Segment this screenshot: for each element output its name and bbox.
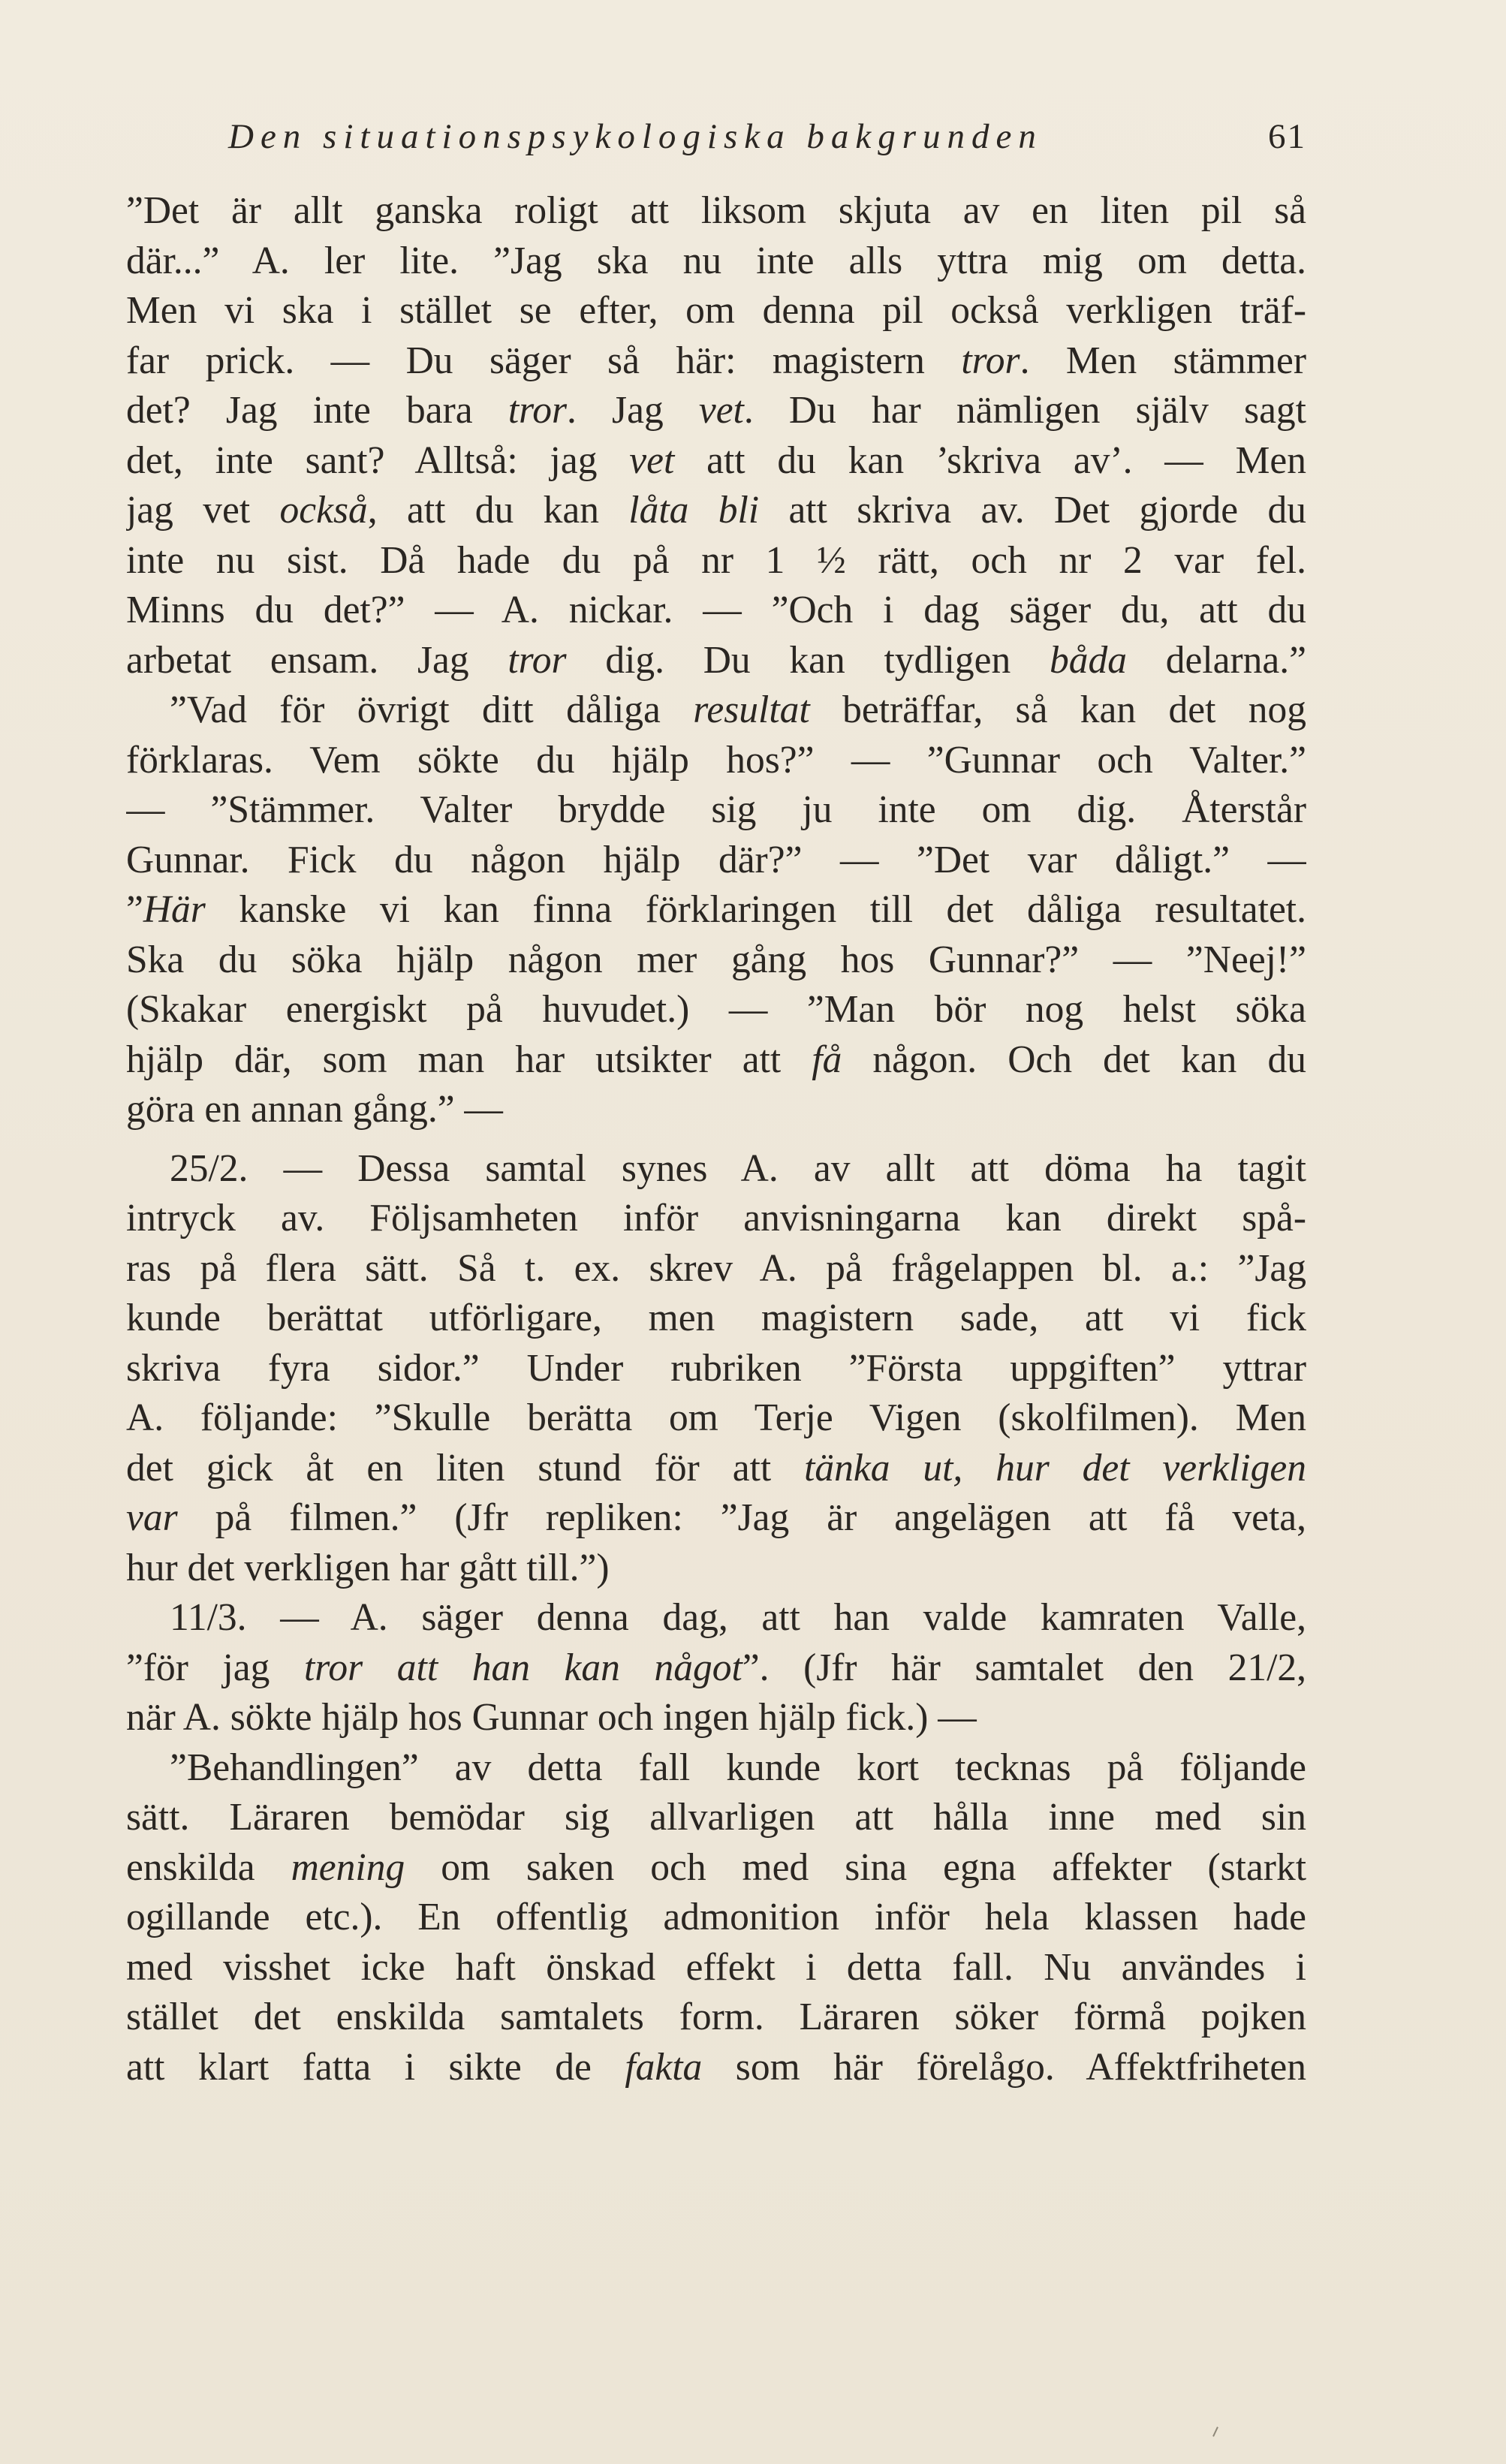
text-line: det, inte sant? Alltså: jag vet att du kan ’skriva av’. — Men xyxy=(126,438,1306,482)
text-line: sätt. Läraren bemödar sig allvarligen att hålla inne med sin xyxy=(126,1796,1306,1839)
text-line: arbetat ensam. Jag tror dig. Du kan tydligen båda delarna.” xyxy=(126,638,1306,682)
text-line: förklaras. Vem sökte du hjälp hos?” — ”Gunnar och Valter.” xyxy=(126,738,1306,782)
text-line: Minns du det?” — A. nickar. — ”Och i dag säger du, att du xyxy=(126,589,1306,631)
text-line: (Skakar energiskt på huvudet.) — ”Man bör nog helst söka xyxy=(126,988,1306,1031)
text-line: ”Behandlingen” av detta fall kunde kort tecknas på följande xyxy=(170,1746,1306,1789)
text-line: inte nu sist. Då hade du på nr 1 ½ rätt, och nr 2 var fel. xyxy=(126,538,1306,582)
text-line: skriva fyra sidor.” Under rubriken ”Första uppgiften” yttrar xyxy=(126,1346,1306,1390)
text-line: 11/3. — A. säger denna dag, att han valde kamraten Valle, xyxy=(170,1596,1306,1639)
text-line: stället det enskilda samtalets form. Läraren söker förmå pojken xyxy=(126,1996,1306,2038)
text-line: far prick. — Du säger så här: magistern tror. Men stämmer xyxy=(126,339,1306,382)
text-line: ras på flera sätt. Så t. ex. skrev A. på frågelappen bl. a.: ”Jag xyxy=(126,1246,1306,1290)
text-line: kunde berättat utförligare, men magistern sade, att vi fick xyxy=(126,1297,1306,1339)
text-line: ”för jag tror att han kan något”. (Jfr här samtalet den 21/2, xyxy=(126,1646,1306,1689)
text-line: jag vet också, att du kan låta bli att skriva av. Det gjorde du xyxy=(126,489,1306,532)
text-line: där...” A. ler lite. ”Jag ska nu inte alls yttra mig om detta. xyxy=(126,239,1306,282)
text-line: Gunnar. Fick du någon hjälp där?” — ”Det var dåligt.” — xyxy=(126,838,1306,881)
text-line: — ”Stämmer. Valter brydde sig ju inte om dig. Återstår xyxy=(126,788,1306,831)
text-line: A. följande: ”Skulle berätta om Terje Vigen (skolfilmen). Men xyxy=(126,1396,1306,1439)
text-line: att klart fatta i sikte de fakta som här förelågo. Affektfriheten xyxy=(126,2045,1306,2089)
text-line: Ska du söka hjälp någon mer gång hos Gunnar?” — ”Neej!” xyxy=(126,938,1306,981)
text-line: det? Jag inte bara tror. Jag vet. Du har nämligen själv sagt xyxy=(126,389,1306,432)
page-number: 61 xyxy=(1268,117,1306,156)
body-text xyxy=(126,186,1306,2092)
stray-mark xyxy=(1212,2426,1218,2437)
text-line: 25/2. — Dessa samtal synes A. av allt att döma ha tagit xyxy=(170,1146,1306,1190)
text-line: det gick åt en liten stund för att tänka ut, hur det verkligen xyxy=(126,1446,1306,1490)
text-line: ”Det är allt ganska roligt att liksom skjuta av en liten pil så xyxy=(126,189,1306,232)
text-line: hur det verkligen har gått till.”) xyxy=(126,1546,610,1589)
text-line: var på filmen.” (Jfr repliken: ”Jag är angelägen att få veta, xyxy=(126,1496,1306,1539)
text-line: när A. sökte hjälp hos Gunnar och ingen hjälp fick.) — xyxy=(126,1696,977,1739)
text-line: ”Här kanske vi kan finna förklaringen till det dåliga resultatet. xyxy=(126,888,1306,931)
text-line: hjälp där, som man har utsikter att få någon. Och det kan du xyxy=(126,1038,1306,1081)
running-head xyxy=(126,107,1306,167)
text-line: göra en annan gång.” — xyxy=(126,1088,503,1131)
text-line: ogillande etc.). En offentlig admonition inför hela klassen hade xyxy=(126,1896,1306,1938)
text-line: med visshet icke haft önskad effekt i detta fall. Nu användes i xyxy=(126,1945,1306,1989)
text-line: intryck av. Följsamheten inför anvisningarna kan direkt spå- xyxy=(126,1197,1306,1240)
running-title: Den situationspsykologiska bakgrunden xyxy=(228,117,1043,156)
text-line: Men vi ska i stället se efter, om denna pil också verkligen träf- xyxy=(126,289,1306,332)
text-line: ”Vad för övrigt ditt dåliga resultat beträffar, så kan det nog xyxy=(170,688,1306,731)
text-line: enskilda mening om saken och med sina egna affekter (starkt xyxy=(126,1845,1306,1889)
